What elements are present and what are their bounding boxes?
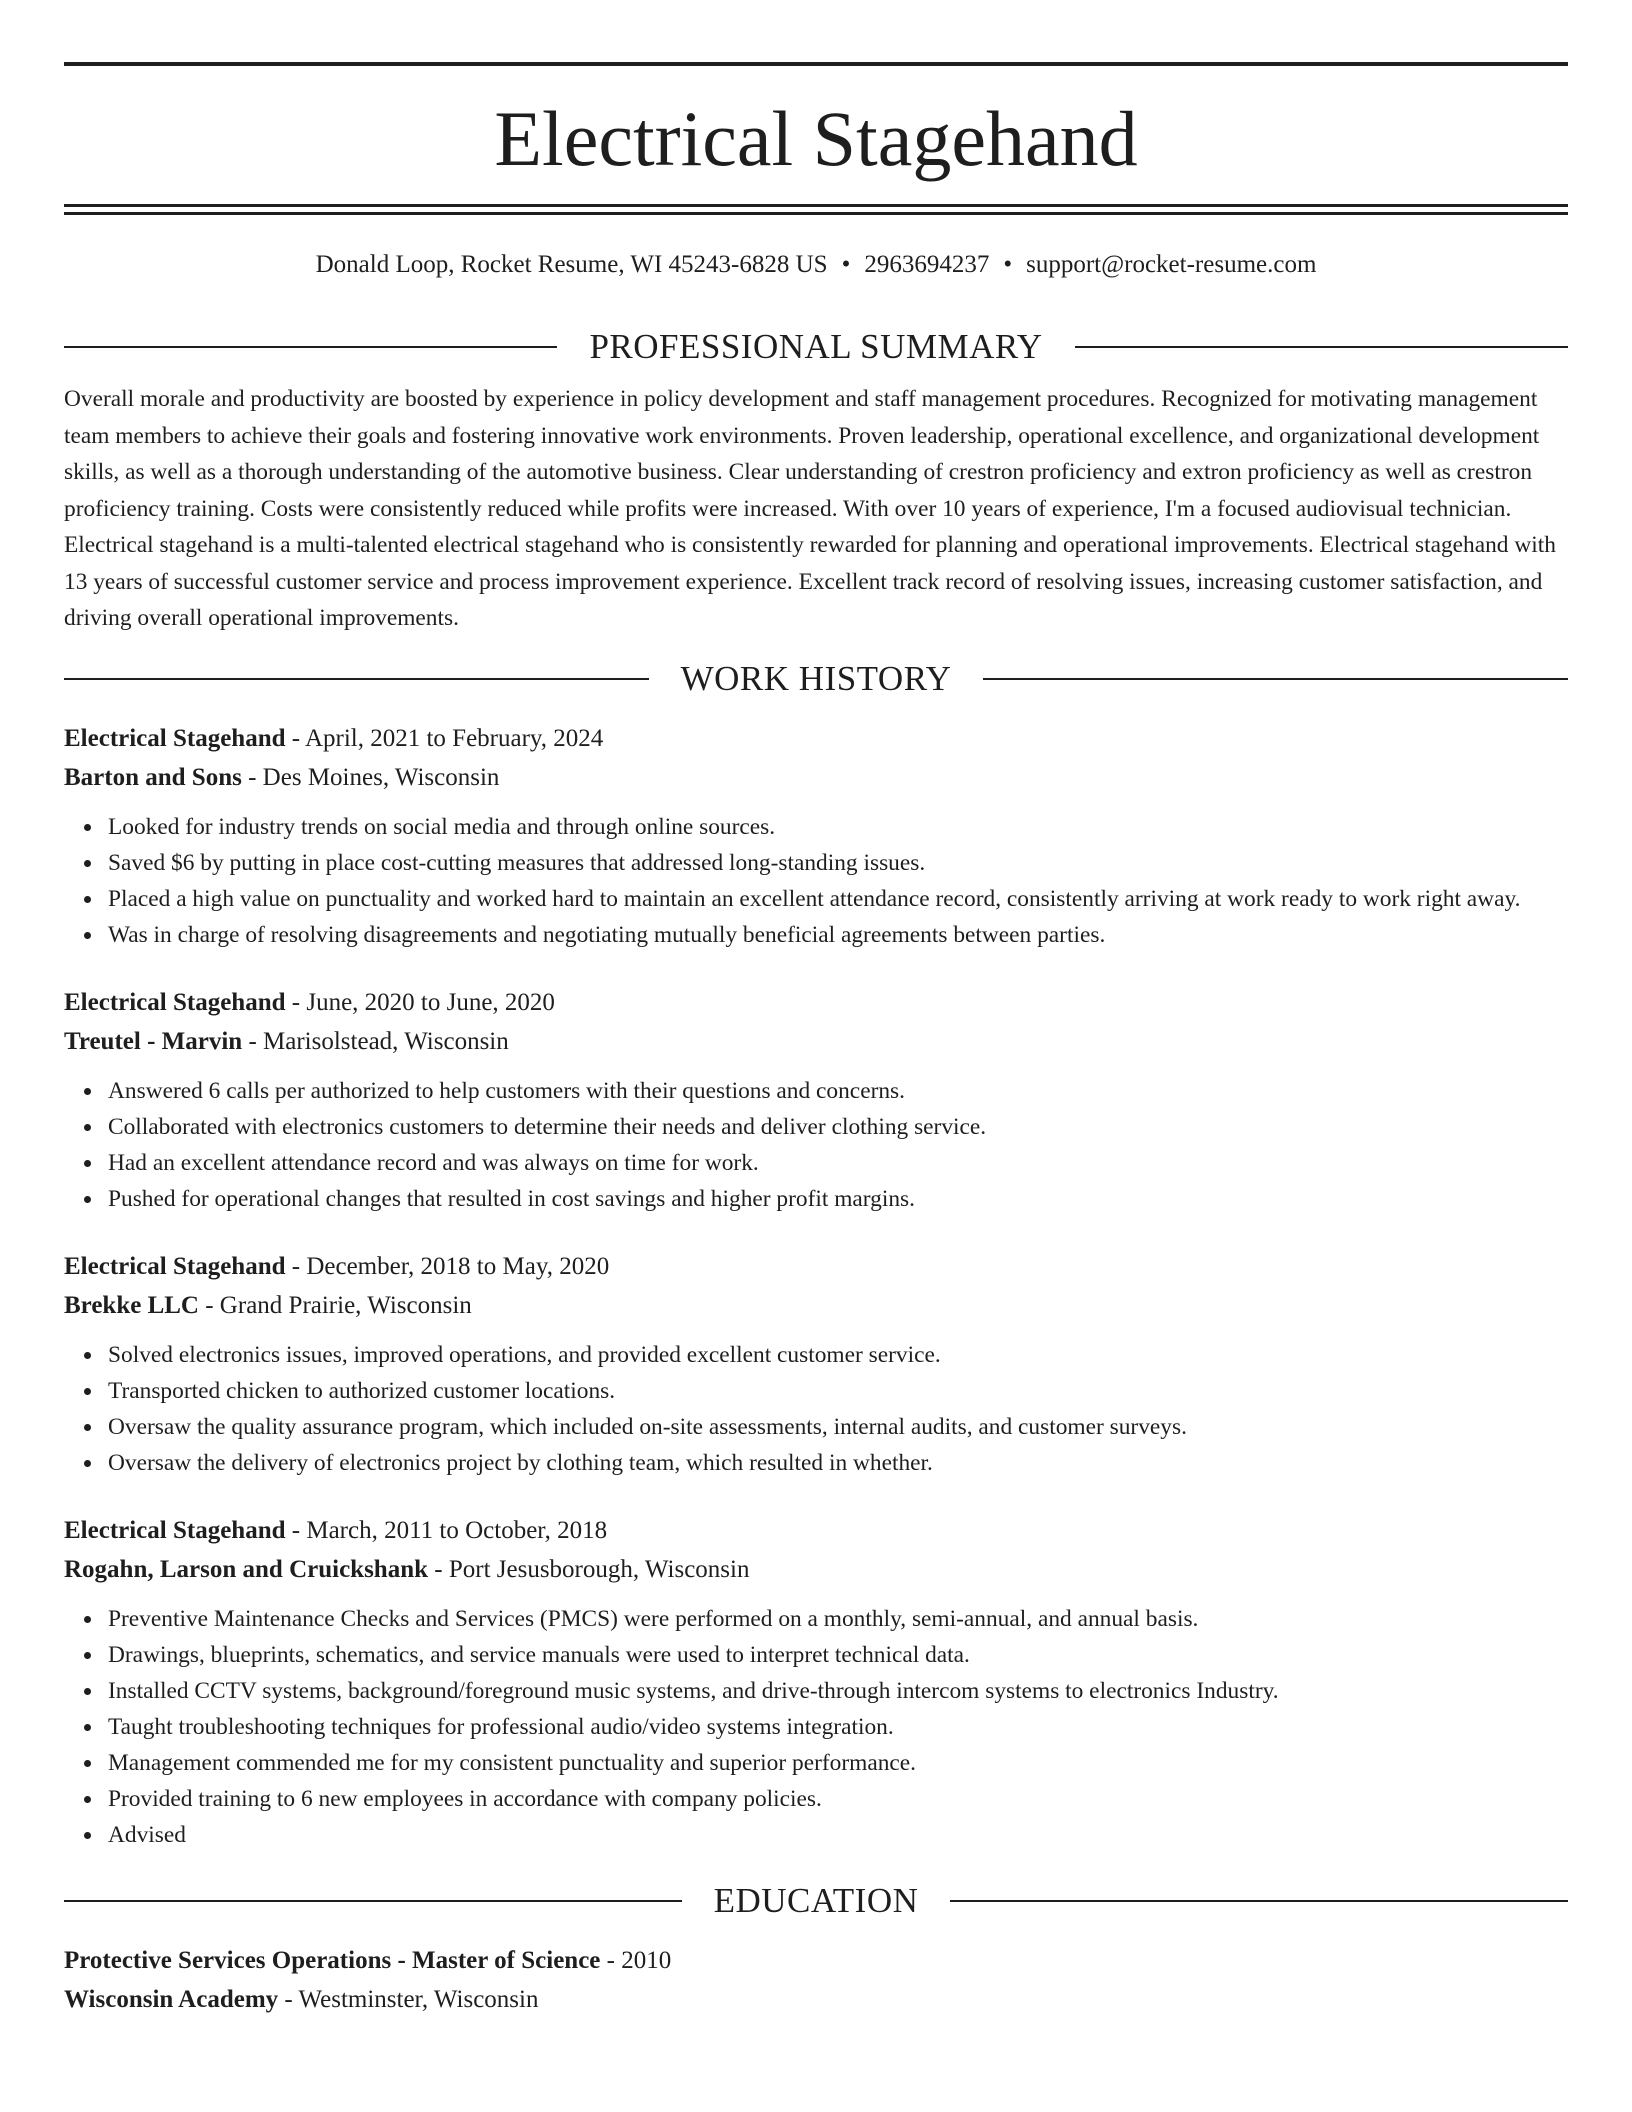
list-item: Solved electronics issues, improved operations, and provided excellent customer service. (108, 1337, 1568, 1373)
job-location: - Marisolstead, Wisconsin (242, 1027, 509, 1055)
education-heading (64, 1879, 1568, 1923)
job-entry (64, 983, 1568, 1217)
job-title: Electrical Stagehand (64, 724, 286, 752)
list-item: Placed a high value on punctuality and worked hard to maintain an excellent attendance record, consistently arriving at work ready to work right away. (108, 881, 1568, 917)
heading-rule-right (983, 678, 1568, 680)
education-heading-label: EDUCATION (713, 1880, 919, 1920)
list-item: Answered 6 calls per authorized to help customers with their questions and concerns. (108, 1073, 1568, 1109)
job-entry (64, 1247, 1568, 1481)
contact-email: support@rocket-resume.com (1026, 251, 1317, 278)
list-item: Saved $6 by putting in place cost-cutting measures that addressed long-standing issues. (108, 845, 1568, 881)
job-company: Treutel - Marvin (64, 1027, 243, 1055)
job-title-line (64, 1247, 1568, 1286)
heading-rule-left (64, 346, 557, 348)
list-item: Provided training to 6 new employees in accordance with company policies. (108, 1781, 1568, 1817)
list-item: Collaborated with electronics customers to determine their needs and deliver clothing service. (108, 1109, 1568, 1145)
contact-phone: 2963694237 (864, 251, 990, 278)
list-item: Taught troubleshooting techniques for professional audio/video systems integration. (108, 1709, 1568, 1745)
education-degree-line (64, 1941, 1568, 1980)
page-title: Electrical Stagehand (494, 95, 1138, 182)
list-item: Oversaw the delivery of electronics project by clothing team, which resulted in whether. (108, 1445, 1568, 1481)
heading-rule-left (64, 1900, 682, 1902)
work-history-heading (64, 657, 1568, 701)
title-double-rule (64, 204, 1568, 207)
job-dates: - December, 2018 to May, 2020 (285, 1252, 610, 1280)
list-item: Looked for industry trends on social media and through online sources. (108, 809, 1568, 845)
job-location: - Des Moines, Wisconsin (241, 763, 500, 791)
job-title: Electrical Stagehand (64, 988, 286, 1016)
resume-page (64, 0, 1568, 2019)
education-location: - Westminster, Wisconsin (278, 1985, 539, 2013)
heading-rule-right (950, 1900, 1568, 1902)
job-title-line (64, 983, 1568, 1022)
job-company: Rogahn, Larson and Cruickshank (64, 1555, 429, 1583)
education-school: Wisconsin Academy (64, 1985, 279, 2013)
list-item: Management commended me for my consistent punctuality and superior performance. (108, 1745, 1568, 1781)
job-dates: - March, 2011 to October, 2018 (285, 1516, 608, 1544)
heading-rule-left (64, 678, 649, 680)
job-bullets (64, 1337, 1568, 1481)
job-entry (64, 719, 1568, 953)
job-company-line (64, 1550, 1568, 1589)
summary-heading (64, 325, 1568, 369)
list-item: Preventive Maintenance Checks and Services (PMCS) were performed on a monthly, semi-annual, and annual basis. (108, 1601, 1568, 1637)
job-title: Electrical Stagehand (64, 1252, 286, 1280)
summary-heading-label: PROFESSIONAL SUMMARY (589, 327, 1043, 366)
list-item: Advised (108, 1817, 1568, 1853)
heading-rule-right (1075, 346, 1568, 348)
list-item: Oversaw the quality assurance program, which included on-site assessments, internal audits, and customer surveys. (108, 1409, 1568, 1445)
job-title-line (64, 1511, 1568, 1550)
education-school-line (64, 1980, 1568, 2019)
job-dates: - June, 2020 to June, 2020 (285, 988, 555, 1016)
list-item: Was in charge of resolving disagreements and negotiating mutually beneficial agreements between parties. (108, 917, 1568, 953)
contact-line (64, 245, 1568, 285)
list-item: Installed CCTV systems, background/foreground music systems, and drive-through intercom systems to electronics Industry. (108, 1673, 1568, 1709)
job-company-line (64, 1022, 1568, 1061)
job-company: Brekke LLC (64, 1291, 199, 1319)
job-title: Electrical Stagehand (64, 1516, 286, 1544)
job-title-line (64, 719, 1568, 758)
job-bullets (64, 809, 1568, 953)
job-bullets (64, 1601, 1568, 1853)
top-rule (64, 62, 1568, 66)
contact-address: Donald Loop, Rocket Resume, WI 45243-6828 US (315, 251, 828, 278)
summary-text: Overall morale and productivity are boosted by experience in policy development and staff management procedures. Recognized for motivating management team members to achieve their goals and fostering innovative work environments. Proven leadership, operational excellence, and organizational development skills, as well as a thorough understanding of the automotive business. Clear understanding of crestron proficiency and extron proficiency as well as crestron proficiency training. Costs were consistently reduced while profits were increased. With over 10 years of experience, I'm a focused audiovisual technician. Electrical stagehand is a multi-talented electrical stagehand who is consistently rewarded for planning and operational improvements. Electrical stagehand with 13 years of successful customer service and process improvement experience. Excellent track record of resolving issues, increasing customer satisfaction, and driving overall operational improvements. (64, 386, 1556, 631)
job-entry (64, 1511, 1568, 1853)
contact-separator: • (841, 251, 851, 278)
list-item: Drawings, blueprints, schematics, and service manuals were used to interpret technical data. (108, 1637, 1568, 1673)
list-item: Had an excellent attendance record and was always on time for work. (108, 1145, 1568, 1181)
education-degree: Protective Services Operations - Master of Science (64, 1946, 601, 1974)
job-dates: - April, 2021 to February, 2024 (285, 724, 604, 752)
list-item: Transported chicken to authorized customer locations. (108, 1373, 1568, 1409)
job-location: - Grand Prairie, Wisconsin (198, 1291, 472, 1319)
contact-separator: • (1003, 251, 1013, 278)
job-company-line (64, 1286, 1568, 1325)
job-bullets (64, 1073, 1568, 1217)
job-company-line (64, 758, 1568, 797)
education-entry (64, 1941, 1568, 2019)
job-company: Barton and Sons (64, 763, 242, 791)
list-item: Pushed for operational changes that resulted in cost savings and higher profit margins. (108, 1181, 1568, 1217)
job-location: - Port Jesusborough, Wisconsin (428, 1555, 750, 1583)
work-history-heading-label: WORK HISTORY (680, 658, 952, 698)
education-year: - 2010 (600, 1946, 672, 1974)
